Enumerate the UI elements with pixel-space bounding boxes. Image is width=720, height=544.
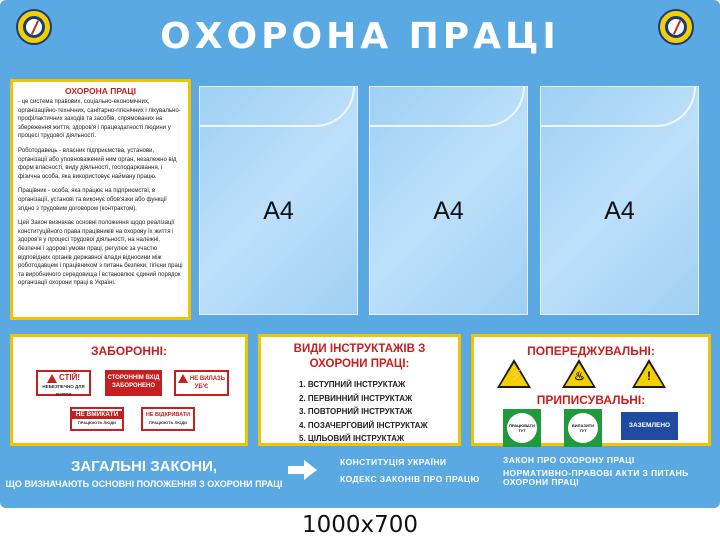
info-heading: ОХОРОНА ПРАЦІ — [65, 86, 136, 96]
warning-panel — [471, 334, 711, 446]
do-not-switch-sign: НЕ ВМИКАТИ ПРАЦЮЮТЬ ЛЮДИ — [70, 407, 124, 431]
briefings-panel — [258, 334, 461, 446]
law-labor-code: КОДЕКС ЗАКОНІВ ПРО ПРАЦЮ — [340, 474, 480, 484]
no-entry-sign: СТОРОННІМ ВХІД ЗАБОРОНЕНО — [105, 370, 162, 396]
a4-label-1: A4 — [263, 197, 294, 225]
grounded-sign: ЗАЗЕМЛЕНО — [621, 412, 678, 440]
list-item: 3. ПОВТОРНИЙ ІНСТРУКТАЖ — [299, 407, 413, 416]
law-constitution: КОНСТИТУЦІЯ УКРАЇНИ — [340, 457, 447, 467]
law-labor-protection: ЗАКОН ПРО ОХОРОНУ ПРАЦІ — [503, 455, 635, 465]
exclamation-hazard-icon: ! — [632, 359, 666, 388]
warning-triangle-icon — [178, 374, 188, 383]
general-laws-block — [0, 458, 288, 489]
info-text-panel — [10, 79, 191, 320]
work-here-sign: ПРАЦЮВАТИ ТУТ — [503, 409, 541, 447]
info-paragraph-1: - це система правових, соціально-економічних, організаційно-технічних, санітарно-гігієнічних і лікувально-профілактичних заходів та засобів, спрямованих на збереження життя, здоров'я і працездатності людини у процесі трудової діяльності. — [18, 99, 181, 140]
electric-hazard-icon: ⚡ — [497, 359, 531, 388]
list-item: 4. ПОЗАЧЕРГОВИЙ ІНСТРУКТАЖ — [299, 420, 428, 430]
climb-here-sign: ВИЛАЗИТИ ТУТ — [564, 409, 602, 447]
a4-label-3: A4 — [604, 197, 635, 225]
fire-hazard-icon: ♨ — [562, 359, 596, 388]
list-item: 5. ЦІЛЬОВИЙ ІНСТРУКТАЖ — [299, 434, 405, 443]
no-climb-sign: НЕ ВИЛАЗЬ УБ'Є — [174, 370, 229, 396]
page-title: ОХОРОНА ПРАЦІ — [160, 16, 560, 57]
a4-pocket-3 — [540, 86, 699, 315]
info-paragraph-2: Роботодавець - власник підприємства, установи, організації або уповноважений ним орган, незалежно від форм власності, виду діяльності, господарювання, і фізична особа, яка використовує найману працю. — [18, 147, 177, 180]
info-paragraph-3: Працівник - особа, яка працює на підприємстві, в організації, установі та виконує обов'язки або функції згідно з трудовим договором (контрактом). — [18, 188, 167, 212]
general-laws-title: ЗАГАЛЬНІ ЗАКОНИ, — [70, 458, 218, 475]
warning-triangle-icon — [47, 374, 57, 383]
briefings-heading: ВИДИ ІНСТРУКТАЖІВ З ОХОРОНИ ПРАЦІ: — [293, 343, 426, 370]
general-laws-subtitle: ЩО ВИЗНАЧАЮТЬ ОСНОВНІ ПОЛОЖЕННЯ З ОХОРОНИ ПРАЦІ — [5, 479, 283, 489]
warning-heading: ПОПЕРЕДЖУВАЛЬНІ: — [527, 344, 655, 358]
info-paragraph-4: Цей Закон визначає основні положення щодо реалізації конституційного права працівників на охорону їх життя і здоров'я у процесі трудової діяльності, на належні, безпечні і здорові умови праці, регулює за участю відповідних органів державної влади відносини між роботодавцем і працівником з питань безпеки, гігієни праці та виробничого середовища і встановлює єдиний порядок організації охорони праці в Україні. — [18, 220, 183, 287]
arrow-right-icon — [288, 462, 316, 478]
list-item: 1. ВСТУПНИЙ ІНСТРУКТАЖ — [299, 380, 406, 389]
list-item: 2. ПЕРВИННИЙ ІНСТРУКТАЖ — [299, 393, 413, 403]
briefings-list — [261, 380, 458, 443]
stop-sign: СТІЙ! НЕБЕЗПЕЧНО ДЛЯ ЖИТТЯ — [36, 370, 91, 396]
a4-label-2: A4 — [433, 197, 464, 225]
do-not-open-sign: НЕ ВІДКРИВАТИ ПРАЦЮЮТЬ ЛЮДИ — [141, 407, 195, 431]
a4-pocket-1 — [199, 86, 358, 315]
prescriptive-heading: ПРИПИСУВАЛЬНІ: — [536, 393, 646, 407]
law-regulations: НОРМАТИВНО-ПРАВОВІ АКТИ З ПИТАНЬ ОХОРОНИ ПРАЦІ — [503, 468, 689, 487]
prohibitive-heading: ЗАБОРОННІ: — [91, 344, 167, 358]
prohibitive-panel — [10, 334, 248, 446]
a4-pocket-2 — [369, 86, 528, 315]
size-caption: 1000x700 — [301, 512, 419, 538]
